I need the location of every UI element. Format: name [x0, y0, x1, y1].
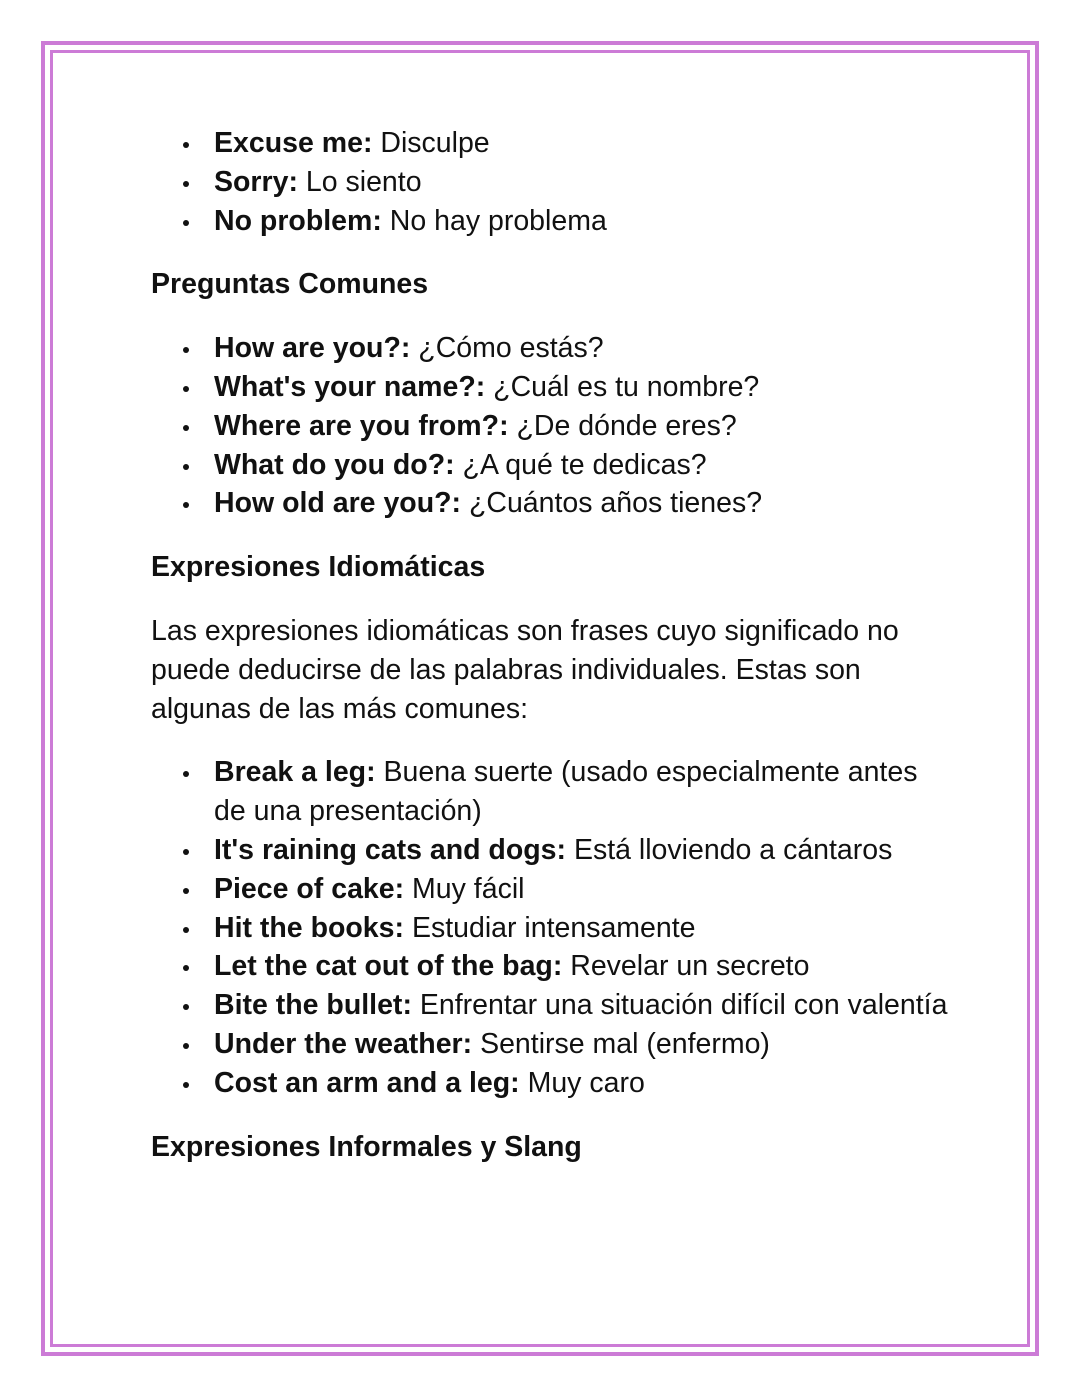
list-item: What's your name?: ¿Cuál es tu nombre?: [214, 368, 951, 407]
meaning: Sentirse mal (enfermo): [480, 1027, 770, 1060]
meaning: Lo siento: [305, 165, 422, 198]
heading-preguntas-comunes: Preguntas Comunes: [151, 268, 429, 301]
term: How are you?: [214, 332, 401, 365]
meaning: Está lloviendo a cántaros: [573, 833, 893, 866]
term: What do you do?: [214, 448, 446, 481]
list-item: It's raining cats and dogs: Está lloviendo a cántaros: [214, 831, 951, 870]
list-item: No problem: No hay problema: [214, 202, 951, 241]
list-item: Hit the books: Estudiar intensamente: [214, 909, 951, 948]
term: What's your name?: [214, 370, 476, 403]
document-content: [151, 124, 951, 1166]
idioms-intro-paragraph: Las expresiones idiomáticas son frases cuyo significado no puede deducirse de las palabras individuales. Estas son algunas de las más comunes:: [151, 614, 899, 725]
term: How old are you?: [214, 487, 452, 520]
list-item: Cost an arm and a leg: Muy caro: [214, 1064, 951, 1103]
meaning: ¿De dónde eres?: [516, 409, 737, 442]
list-item: How are you?: ¿Cómo estás?: [214, 329, 951, 368]
meaning: Buena suerte (usado especialmente antes de una presentación): [214, 756, 918, 828]
meaning: Estudiar intensamente: [411, 911, 696, 944]
list-item: Bite the bullet: Enfrentar una situación difícil con valentía: [214, 986, 951, 1025]
list-item: Where are you from?: ¿De dónde eres?: [214, 407, 951, 446]
term: No problem: [214, 204, 373, 237]
term: Sorry: [214, 165, 289, 198]
term: Cost an arm and a leg: [214, 1066, 511, 1099]
meaning: No hay problema: [389, 204, 607, 237]
term: Bite the bullet: [214, 989, 403, 1022]
courtesy-phrases-list: [151, 124, 951, 240]
term: Hit the books: [214, 911, 395, 944]
term: It's raining cats and dogs: [214, 833, 557, 866]
heading-expresiones-idiomaticas: Expresiones Idiomáticas: [151, 551, 486, 584]
meaning: Muy caro: [527, 1066, 645, 1099]
list-item: Sorry: Lo siento: [214, 163, 951, 202]
term: Where are you from?: [214, 409, 500, 442]
meaning: Revelar un secreto: [570, 950, 810, 983]
term: Excuse me: [214, 127, 363, 159]
term: Let the cat out of the bag: [214, 950, 553, 983]
meaning: Enfrentar una situación difícil con valentía: [419, 989, 948, 1022]
list-item: Under the weather: Sentirse mal (enfermo): [214, 1025, 951, 1064]
meaning: ¿Cuántos años tienes?: [468, 487, 763, 520]
meaning: ¿A qué te dedicas?: [462, 448, 707, 481]
list-item: What do you do?: ¿A qué te dedicas?: [214, 446, 951, 485]
meaning: Disculpe: [380, 127, 490, 159]
list-item: How old are you?: ¿Cuántos años tienes?: [214, 484, 951, 523]
meaning: Muy fácil: [412, 872, 525, 905]
term: Break a leg: [214, 756, 367, 789]
list-item: Let the cat out of the bag: Revelar un secreto: [214, 947, 951, 986]
meaning: ¿Cuál es tu nombre?: [493, 370, 760, 403]
idioms-list: [151, 753, 951, 1102]
term: Piece of cake: [214, 872, 395, 905]
list-item: Break a leg: Buena suerte (usado especialmente antes de una presentación): [214, 753, 951, 831]
meaning: ¿Cómo estás?: [418, 332, 604, 365]
heading-expresiones-informales: Expresiones Informales y Slang: [151, 1130, 582, 1163]
common-questions-list: [151, 329, 951, 523]
term: Under the weather: [214, 1027, 463, 1060]
list-item: Piece of cake: Muy fácil: [214, 870, 951, 909]
list-item: Excuse me: Disculpe: [214, 124, 951, 163]
